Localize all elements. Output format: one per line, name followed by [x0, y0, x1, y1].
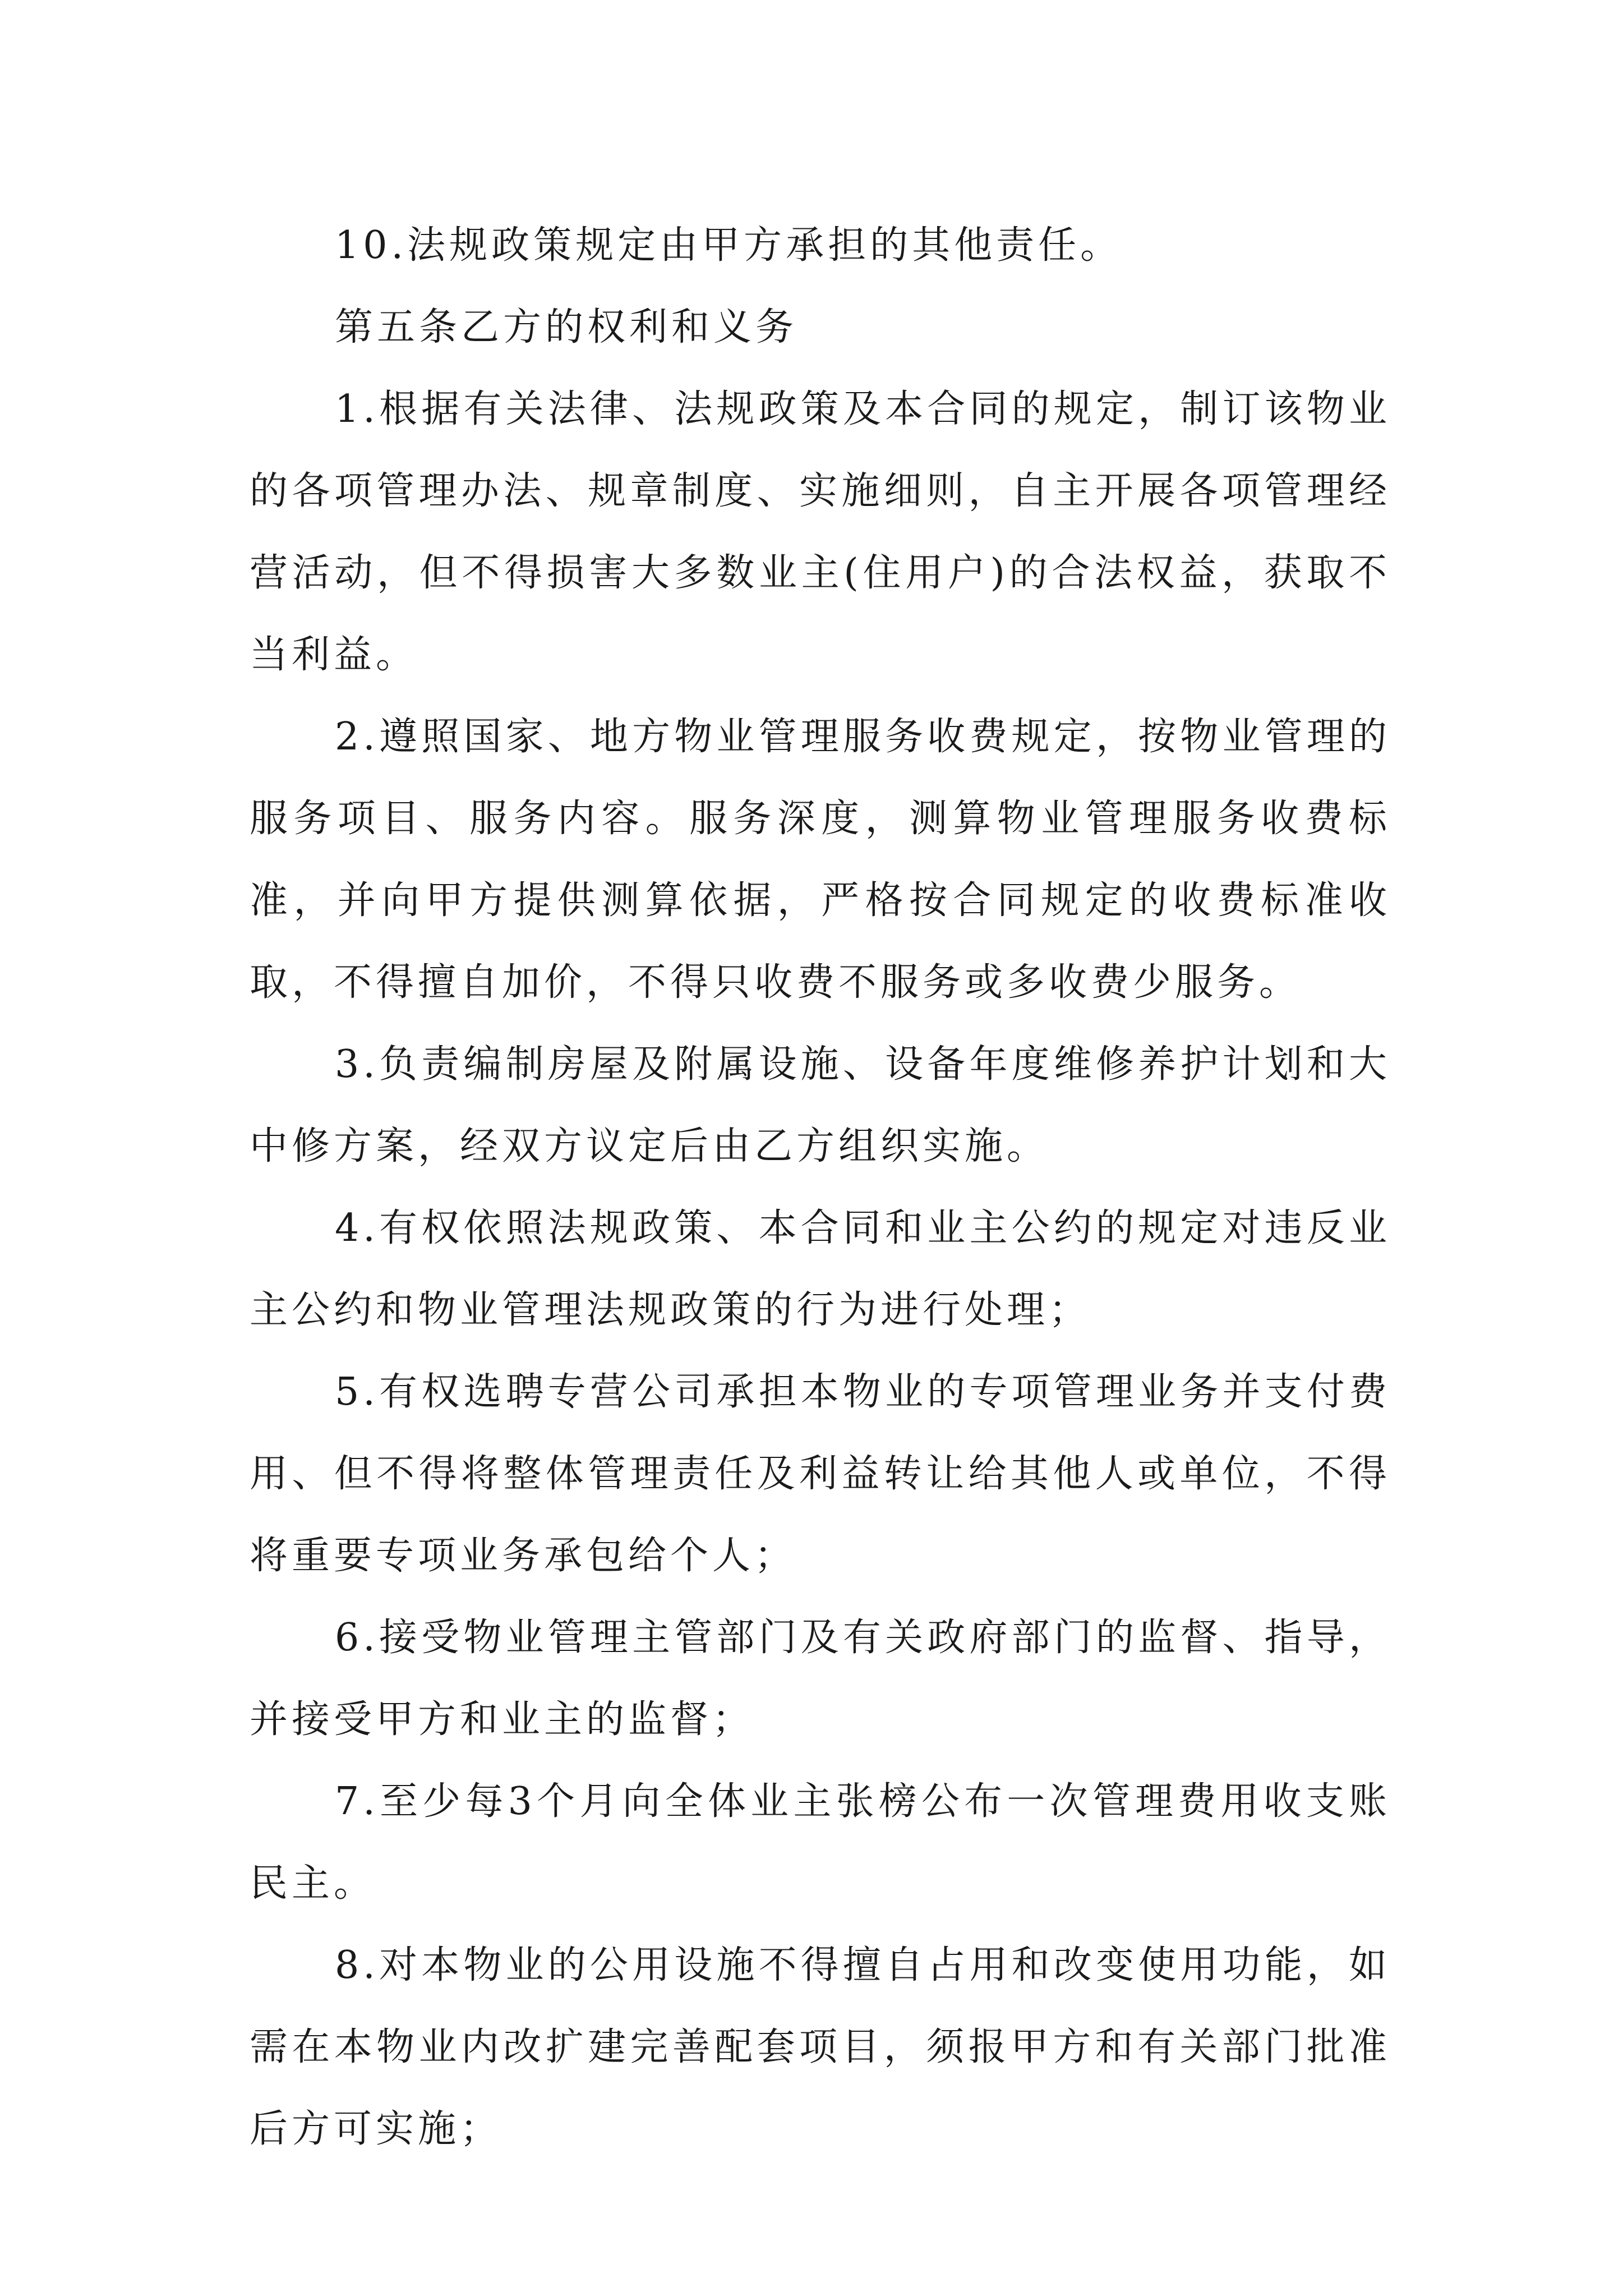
paragraph-item-8: 8.对本物业的公用设施不得擅自占用和改变使用功能，如需在本物业内改扩建完善配套项目，须报甲方和有关部门批准后方可实施；	[250, 1943, 1391, 2151]
paragraph-item-5: 5.有权选聘专营公司承担本物业的专项管理业务并支付费用、但不得将整体管理责任及利益转让给其他人或单位，不得将重要专项业务承包给个人；	[250, 1370, 1391, 1578]
paragraph-item-1: 1.根据有关法律、法规政策及本合同的规定，制订该物业的各项管理办法、规章制度、实施细则，自主开展各项管理经营活动，但不得损害大多数业主(住用户)的合法权益，获取不当利益。	[250, 387, 1391, 677]
paragraph-item-6: 6.接受物业管理主管部门及有关政府部门的监督、指导，并接受甲方和业主的监督；	[250, 1616, 1391, 1742]
paragraph-item-7: 7.至少每3个月向全体业主张榜公布一次管理费用收支账民主。	[250, 1779, 1391, 1906]
paragraph-item-4: 4.有权依照法规政策、本合同和业主公约的规定对违反业主公约和物业管理法规政策的行为进行处理；	[250, 1206, 1391, 1332]
section-heading-article-5: 第五条乙方的权利和义务	[335, 305, 798, 349]
paragraph-item-2: 2.遵照国家、地方物业管理服务收费规定，按物业管理的服务项目、服务内容。服务深度，测算物业管理服务收费标准，并向甲方提供测算依据，严格按合同规定的收费标准收取，不得擅自加价，不得只收费不服务或多收费少服务。	[250, 715, 1391, 1005]
paragraph-clause-10: 10.法规政策规定由甲方承担的其他责任。	[335, 223, 1123, 268]
paragraph-item-3: 3.负责编制房屋及附属设施、设备年度维修养护计划和大中修方案，经双方议定后由乙方组织实施。	[250, 1042, 1391, 1168]
document-body	[250, 205, 1391, 2170]
